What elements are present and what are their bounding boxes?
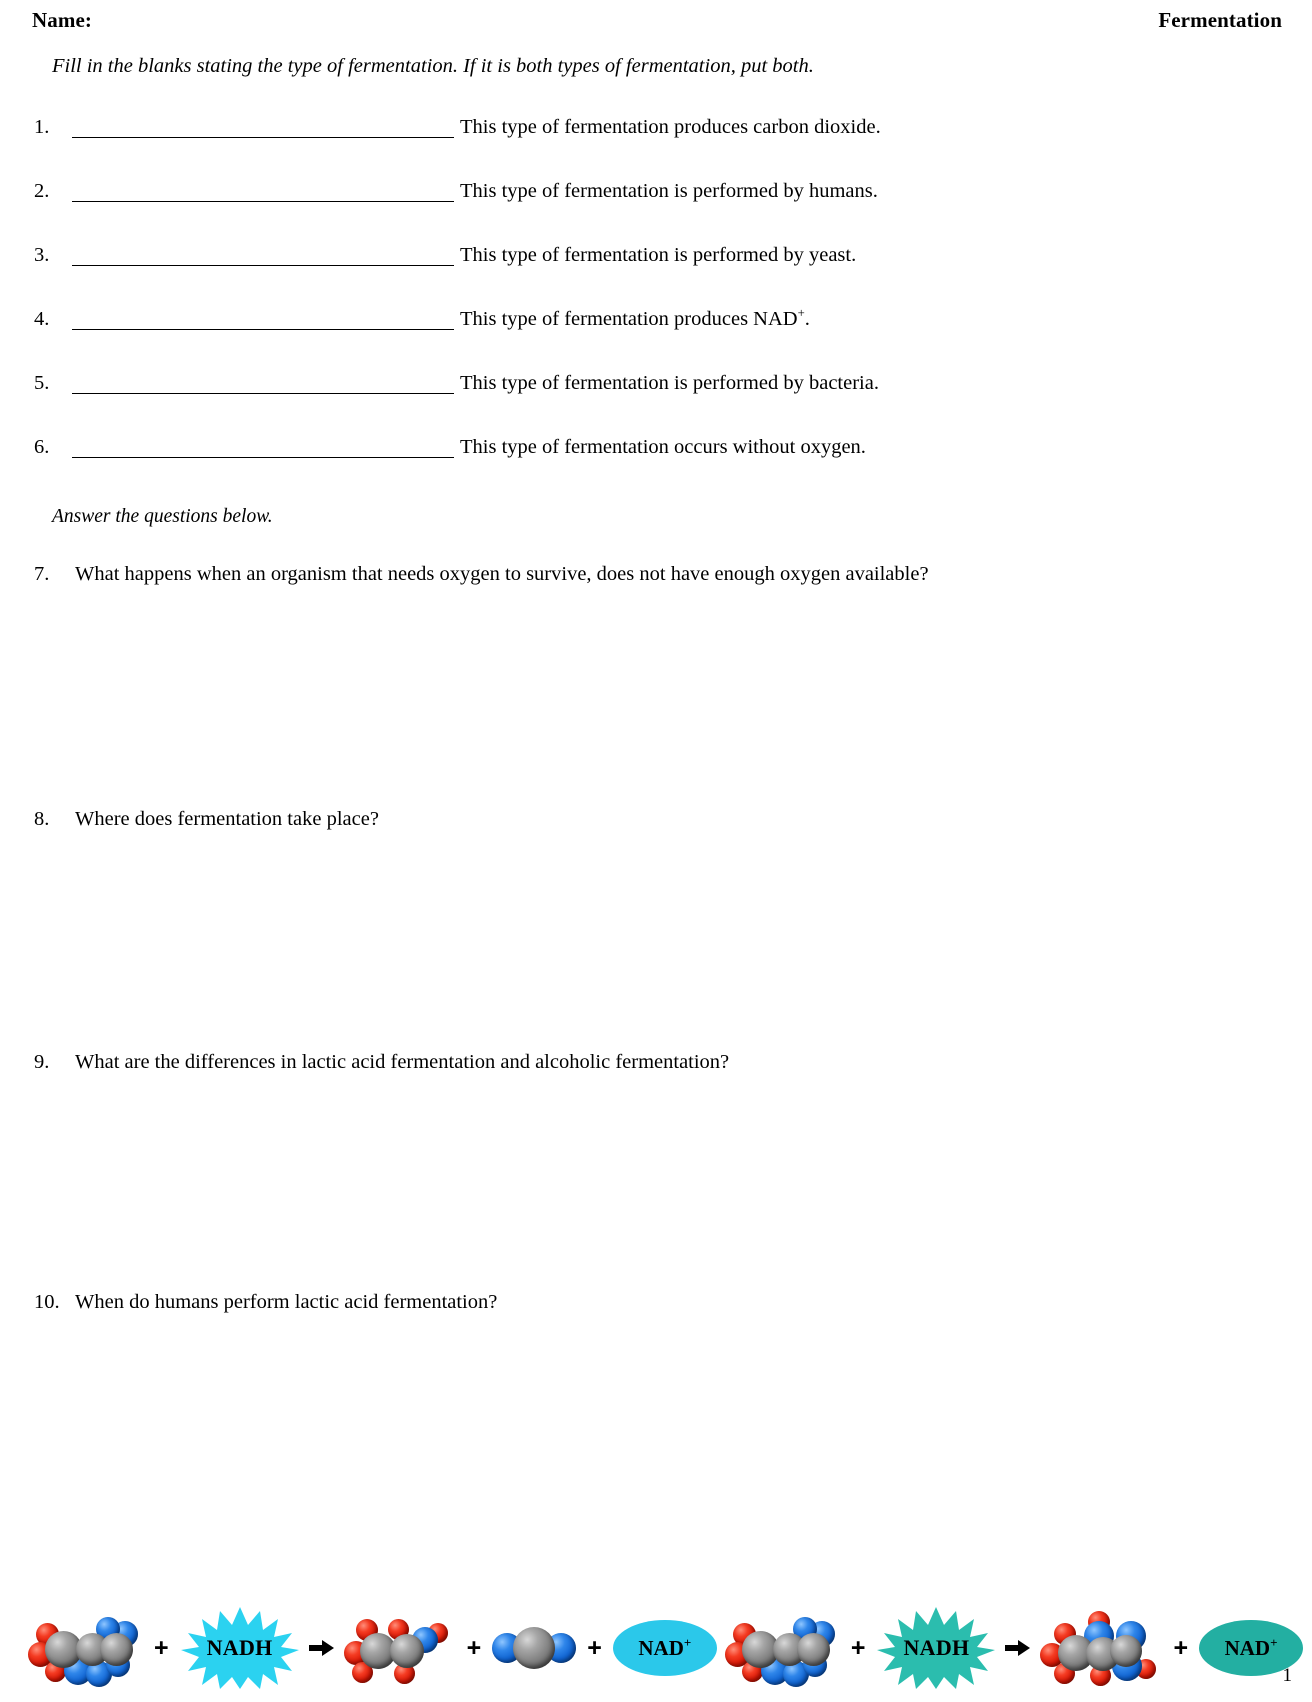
nadh-label: NADH [206, 1635, 273, 1660]
blank-statement: This type of fermentation is performed by yeast. [460, 244, 857, 266]
fermentation-reaction-diagram [28, 1598, 1278, 1698]
blank-number: 3. [34, 244, 50, 266]
plus-sign: + [850, 1633, 866, 1662]
blank-statement-suffix: . [804, 308, 810, 330]
blank-answer-line[interactable] [72, 137, 454, 138]
carbon-atom [513, 1627, 555, 1669]
blank-item [0, 369, 1312, 433]
nad-plus-ellipse-badge-1 [613, 1620, 717, 1676]
blank-statement: This type of fermentation is performed by bacteria. [460, 372, 879, 394]
page-number: 1 [1282, 1665, 1292, 1686]
question-number: 7. [34, 563, 50, 585]
plus-superscript: + [1270, 1634, 1278, 1650]
carbon-atom [390, 1634, 424, 1668]
blank-answer-line[interactable] [72, 457, 454, 458]
question-number: 10. [34, 1291, 60, 1313]
carbon-atom [797, 1633, 830, 1666]
blank-statement-main: This type of fermentation produces NAD [460, 308, 798, 330]
nad-plus-text: NAD [638, 1635, 684, 1660]
name-field-label: Name: [32, 8, 92, 32]
question-number: 9. [34, 1051, 50, 1073]
question-text: What happens when an organism that needs oxygen to survive, does not have enough oxygen available? [75, 563, 929, 585]
page-title: Fermentation [1158, 8, 1282, 32]
answer-questions-instruction: Answer the questions below. [52, 506, 273, 527]
blank-item [0, 177, 1312, 241]
question-text: Where does fermentation take place? [75, 808, 379, 830]
blank-item [0, 433, 1312, 497]
ethanol-molecule-icon [1040, 1607, 1162, 1689]
blank-item [0, 305, 1312, 369]
blank-number: 6. [34, 436, 50, 458]
blank-answer-line[interactable] [72, 329, 454, 330]
pyruvate-molecule-1-icon [28, 1609, 143, 1687]
nad-plus-text: NAD [1224, 1635, 1271, 1660]
nad-plus-label [638, 1636, 691, 1661]
nad-plus-label [1225, 1636, 1278, 1661]
plus-sign: + [1173, 1633, 1189, 1662]
plus-sign: + [466, 1633, 482, 1662]
blank-number: 1. [34, 116, 50, 138]
nad-plus-superscript: + [797, 306, 805, 321]
blank-answer-line[interactable] [72, 201, 454, 202]
lactate-molecule-icon [344, 1609, 456, 1687]
plus-superscript: + [683, 1634, 692, 1650]
question-text: When do humans perform lactic acid fermentation? [75, 1291, 498, 1313]
reaction-arrow-icon [1005, 1635, 1031, 1661]
blank-number: 2. [34, 180, 50, 202]
fill-in-the-blanks-list [0, 113, 1312, 497]
blank-number: 4. [34, 308, 50, 330]
blank-statement: This type of fermentation is performed by humans. [460, 180, 878, 202]
blank-item [0, 113, 1312, 177]
reaction-arrow-icon [309, 1635, 335, 1661]
question-text: What are the differences in lactic acid fermentation and alcoholic fermentation? [75, 1051, 730, 1073]
carbon-dioxide-molecule-icon [492, 1625, 576, 1671]
fill-blanks-instruction: Fill in the blanks stating the type of fermentation. If it is both types of fermentation, put both. [52, 55, 814, 77]
nadh-starburst-badge-2 [876, 1605, 996, 1691]
blank-statement: This type of fermentation occurs without oxygen. [460, 436, 866, 458]
blank-statement [460, 308, 810, 331]
question-number: 8. [34, 808, 50, 830]
plus-sign: + [154, 1633, 169, 1662]
blank-answer-line[interactable] [72, 265, 454, 266]
blank-statement: This type of fermentation produces carbon dioxide. [460, 116, 881, 138]
blank-number: 5. [34, 372, 50, 394]
pyruvate-molecule-2-icon [725, 1609, 840, 1687]
page-header [32, 8, 1282, 33]
plus-sign: + [587, 1633, 602, 1662]
carbon-atom [100, 1633, 133, 1666]
nadh-starburst-badge-1 [180, 1605, 300, 1691]
blank-answer-line[interactable] [72, 393, 454, 394]
nadh-label: NADH [903, 1635, 970, 1660]
blank-item [0, 241, 1312, 305]
